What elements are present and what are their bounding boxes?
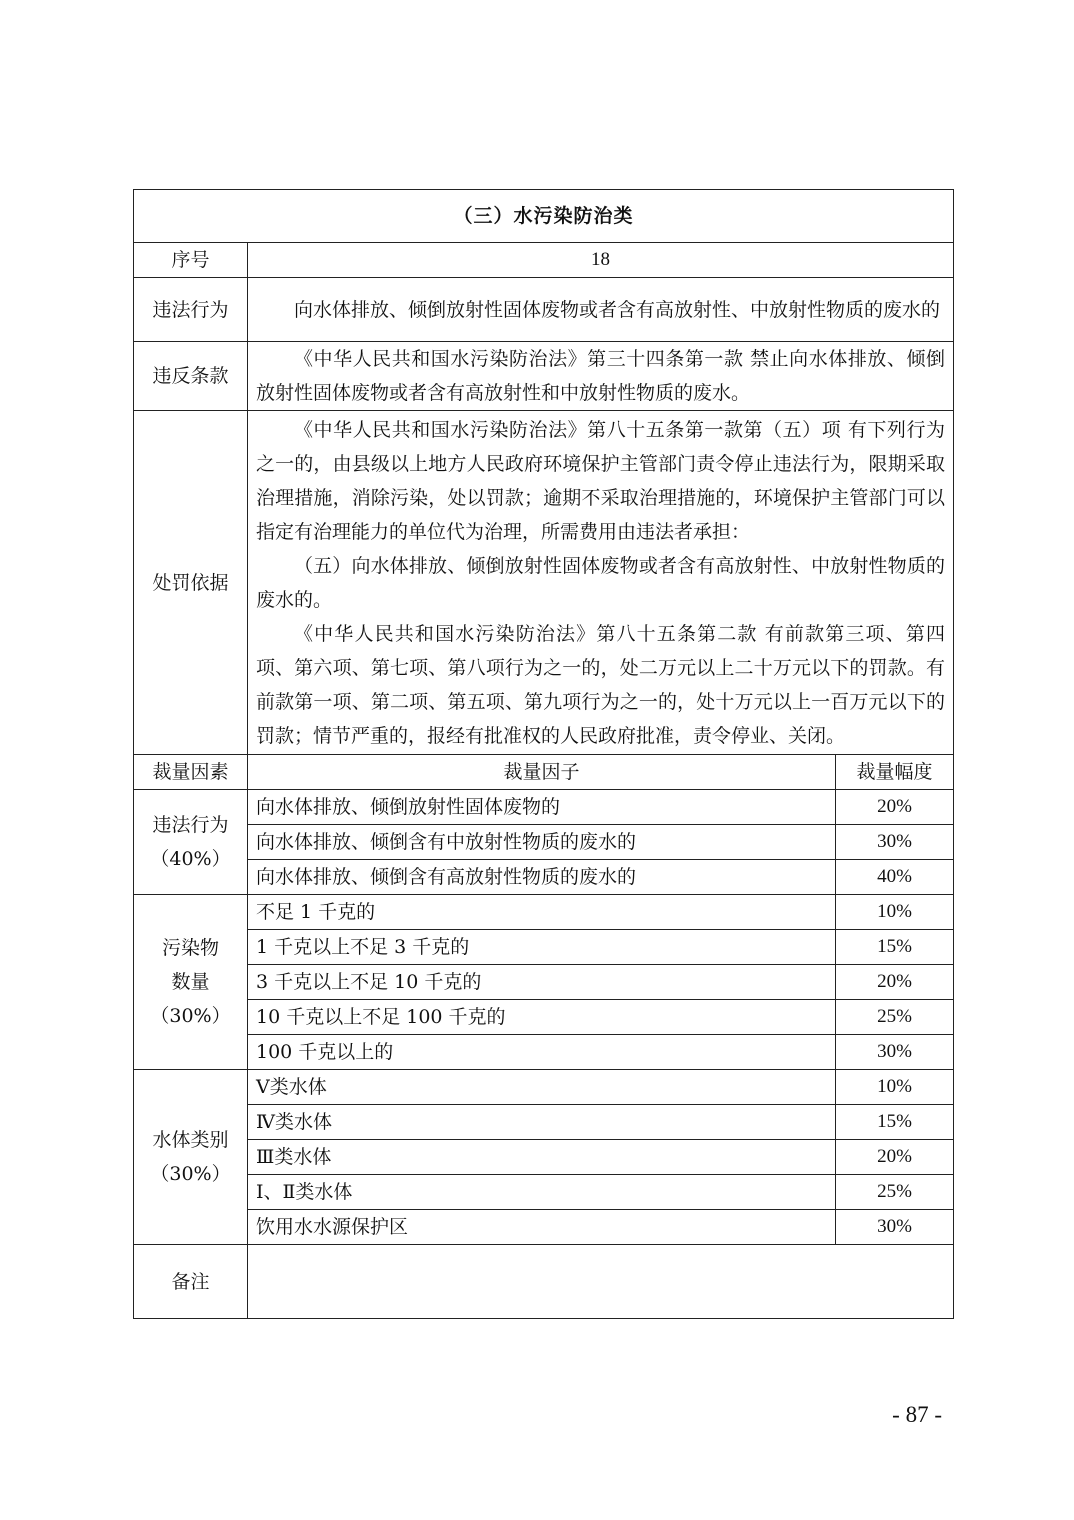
factors-header-col2: 裁量因子 [248,755,836,790]
range-cell: 30% [836,1035,954,1070]
penalty-paragraph-1: 《中华人民共和国水污染防治法》第八十五条第一款第（五）项 有下列行为之一的，由县级以上地方人民政府环境保护主管部门责令停止违法行为，限期采取治理措施，消除污染，处以罚款；逾期不采取治理措施的，环境保护主管部门可以指定有治理能力的单位代为治理，所需费用由违法者承担： [256,418,945,543]
penalty-label: 处罚依据 [134,411,248,755]
violation-text: 向水体排放、倾倒放射性固体废物或者含有高放射性、中放射性物质的废水的 [294,298,941,321]
table-title: （三）水污染防治类 [134,190,954,243]
group-label-line: （30%） [150,1163,231,1185]
serial-value: 18 [248,243,954,278]
clause-label: 违反条款 [134,342,248,411]
group-label-pollutant-quantity [134,895,248,1070]
range-cell: 15% [836,1105,954,1140]
range-cell: 25% [836,1000,954,1035]
remarks-label: 备注 [134,1245,248,1319]
violation-label: 违法行为 [134,278,248,342]
factor-cell: 100 千克以上的 [248,1035,836,1070]
factors-header-col1: 裁量因素 [134,755,248,790]
factor-cell: 1 千克以上不足 3 千克的 [248,930,836,965]
clause-cell [248,342,954,411]
factors-header-col3: 裁量幅度 [836,755,954,790]
range-cell: 10% [836,895,954,930]
range-cell: 10% [836,1070,954,1105]
penalty-paragraph-3: 《中华人民共和国水污染防治法》第八十五条第二款 有前款第三项、第四项、第六项、第七项、第八项行为之一的，处二万元以上二十万元以下的罚款。有前款第一项、第二项、第五项、第九项行为之一的，处十万元以上一百万元以下的罚款；情节严重的，报经有批准权的人民政府批准，责令停业、关闭。 [256,622,945,747]
violation-cell [248,278,954,342]
group-label-water-category [134,1070,248,1245]
factor-cell: 向水体排放、倾倒放射性固体废物的 [248,790,836,825]
page-number: - 87 - [892,1402,942,1427]
group-label-violation [134,790,248,895]
factor-cell: Ⅰ、Ⅱ类水体 [248,1175,836,1210]
range-cell: 30% [836,1210,954,1245]
range-cell: 30% [836,825,954,860]
group-label-line: 水体类别 [152,1129,229,1151]
group-label-line: （30%） [150,1005,231,1027]
factor-cell: 向水体排放、倾倒含有高放射性物质的废水的 [248,860,836,895]
range-cell: 15% [836,930,954,965]
factor-cell: 不足 1 千克的 [248,895,836,930]
factor-cell: 3 千克以上不足 10 千克的 [248,965,836,1000]
factor-cell: Ⅳ类水体 [248,1105,836,1140]
group-label-line: （40%） [150,848,231,870]
range-cell: 40% [836,860,954,895]
group-label-line: 数量 [171,971,210,993]
group-label-line: 违法行为 [152,814,229,836]
clause-text: 《中华人民共和国水污染防治法》第三十四条第一款 禁止向水体排放、倾倒放射性固体废物或者含有高放射性和中放射性物质的废水。 [256,348,945,404]
remarks-value [248,1245,954,1319]
factor-cell: Ⅲ类水体 [248,1140,836,1175]
range-cell: 20% [836,1140,954,1175]
range-cell: 20% [836,965,954,1000]
factor-cell: 10 千克以上不足 100 千克的 [248,1000,836,1035]
serial-label: 序号 [134,243,248,278]
factor-cell: 饮用水水源保护区 [248,1210,836,1245]
penalty-discretion-table [133,189,954,1319]
penalty-cell [248,411,954,755]
penalty-paragraph-2: （五）向水体排放、倾倒放射性固体废物或者含有高放射性、中放射性物质的废水的。 [256,554,945,611]
group-label-line: 污染物 [161,937,219,959]
range-cell: 20% [836,790,954,825]
range-cell: 25% [836,1175,954,1210]
factor-cell: 向水体排放、倾倒含有中放射性物质的废水的 [248,825,836,860]
factor-cell: Ⅴ类水体 [248,1070,836,1105]
